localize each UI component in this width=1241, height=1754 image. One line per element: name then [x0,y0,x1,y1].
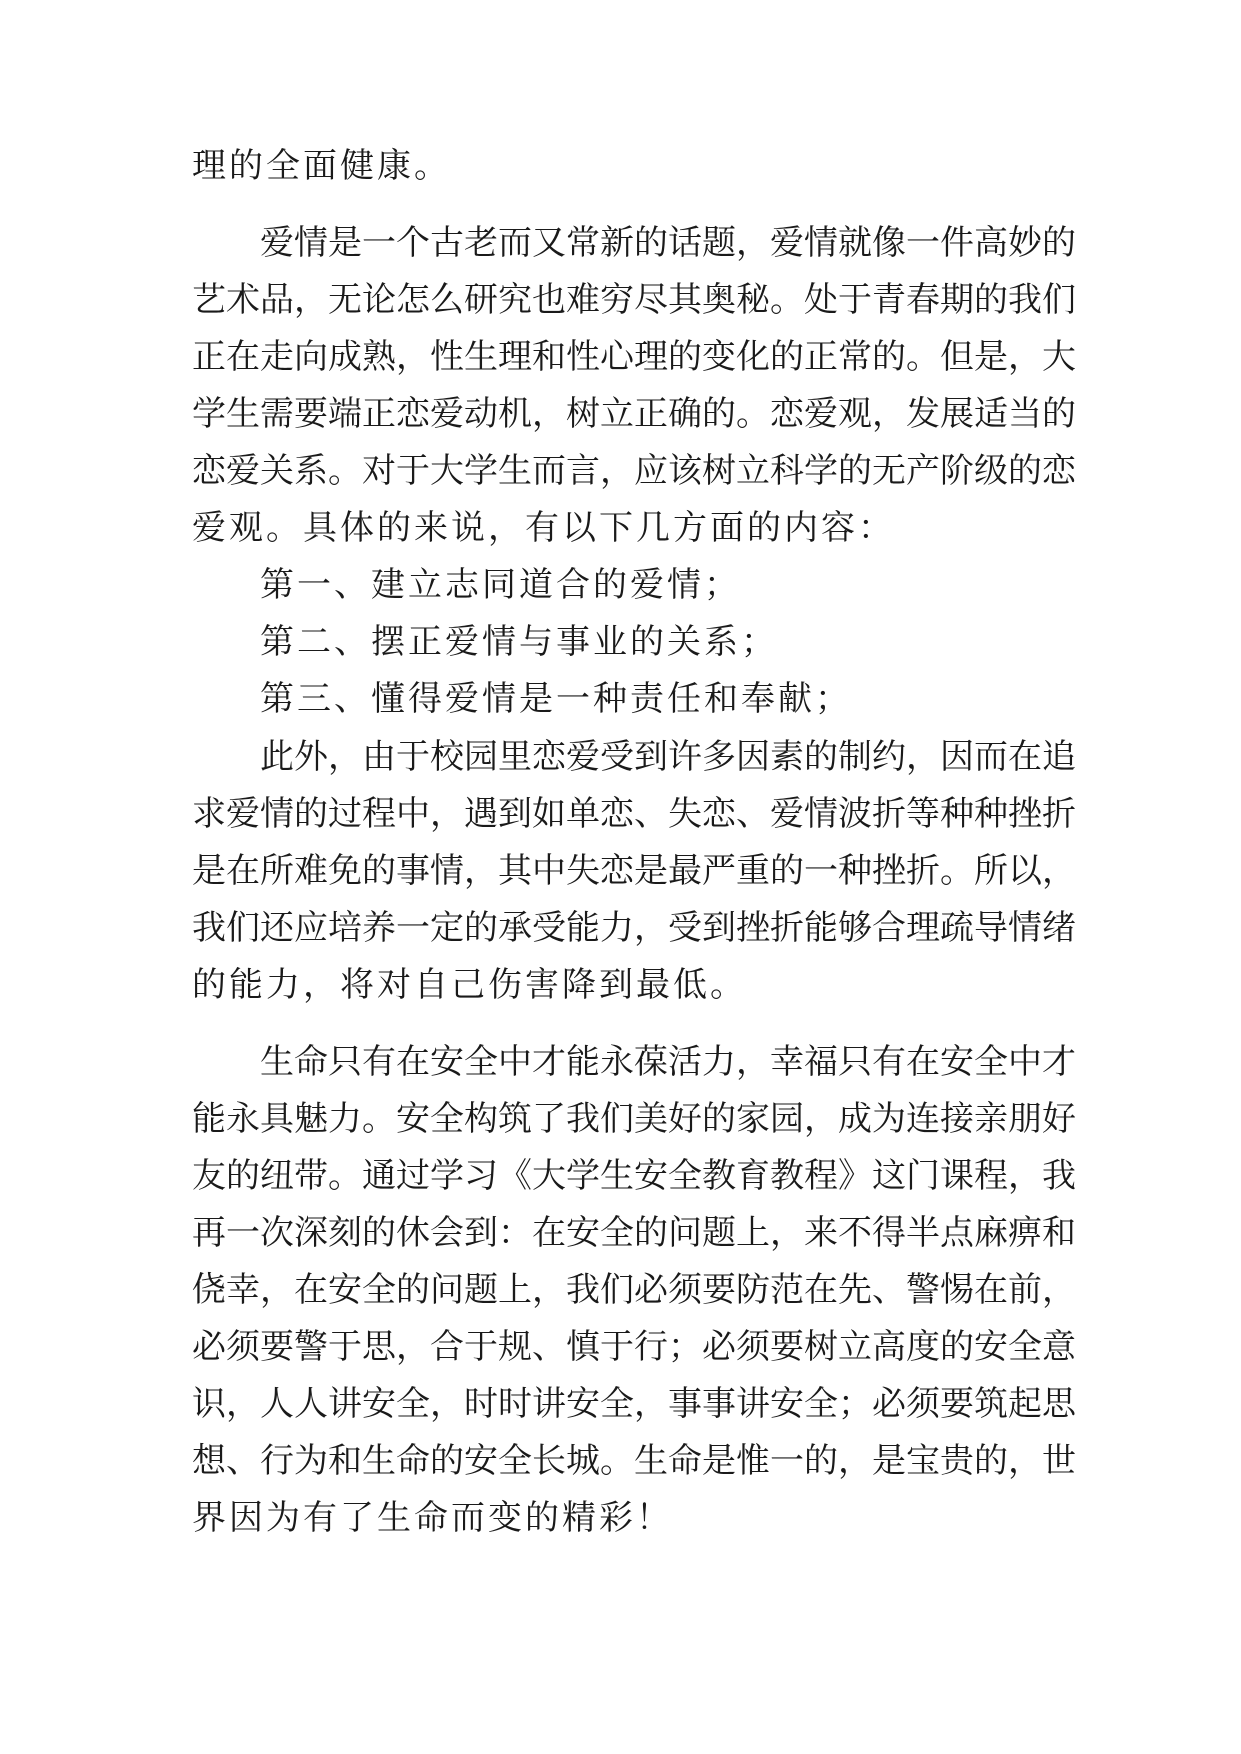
text-line: 能永具魅力。安全构筑了我们美好的家园，成为连接亲朋好 [192,1099,1076,1139]
text-line: 理的全面健康。 [192,146,451,186]
text-line: 艺术品，无论怎么研究也难穷尽其奥秘。处于青春期的我们 [192,280,1076,320]
text-line: 友的纽带。通过学习《大学生安全教育教程》这门课程，我 [192,1156,1076,1196]
text-line: 是在所难免的事情，其中失恋是最严重的一种挫折。所以， [192,851,1076,891]
text-line: 求爱情的过程中，遇到如单恋、失恋、爱情波折等种种挫折 [192,794,1076,834]
text-line: 识，人人讲安全，时时讲安全，事事讲安全；必须要筑起思 [192,1384,1076,1424]
text-line: 学生需要端正恋爱动机，树立正确的。恋爱观，发展适当的 [192,394,1076,434]
text-line: 爱观。具体的来说，有以下几方面的内容： [192,508,895,548]
text-line: 我们还应培养一定的承受能力，受到挫折能够合理疏导情绪 [192,908,1076,948]
text-line: 侥幸，在安全的问题上，我们必须要防范在先、警惕在前， [192,1270,1076,1310]
text-line: 恋爱关系。对于大学生而言，应该树立科学的无产阶级的恋 [192,451,1076,491]
text-line: 再一次深刻的休会到：在安全的问题上，来不得半点麻痹和 [192,1213,1076,1253]
text-line: 此外，由于校园里恋爱受到许多因素的制约，因而在追 [260,737,1076,777]
text-line: 第三、懂得爱情是一种责任和奉献； [260,679,852,719]
text-line: 必须要警于思，合于规、慎于行；必须要树立高度的安全意 [192,1327,1076,1367]
text-line: 正在走向成熟，性生理和性心理的变化的正常的。但是，大 [192,337,1076,377]
text-line: 第一、建立志同道合的爱情； [260,565,741,605]
text-line: 第二、摆正爱情与事业的关系； [260,622,778,662]
text-line: 想、行为和生命的安全长城。生命是惟一的，是宝贵的，世 [192,1441,1076,1481]
text-line: 界因为有了生命而变的精彩！ [192,1498,673,1538]
text-line: 的能力，将对自己伤害降到最低。 [192,965,747,1005]
text-line: 生命只有在安全中才能永葆活力，幸福只有在安全中才 [260,1042,1076,1082]
text-line: 爱情是一个古老而又常新的话题，爱情就像一件高妙的 [260,223,1076,263]
